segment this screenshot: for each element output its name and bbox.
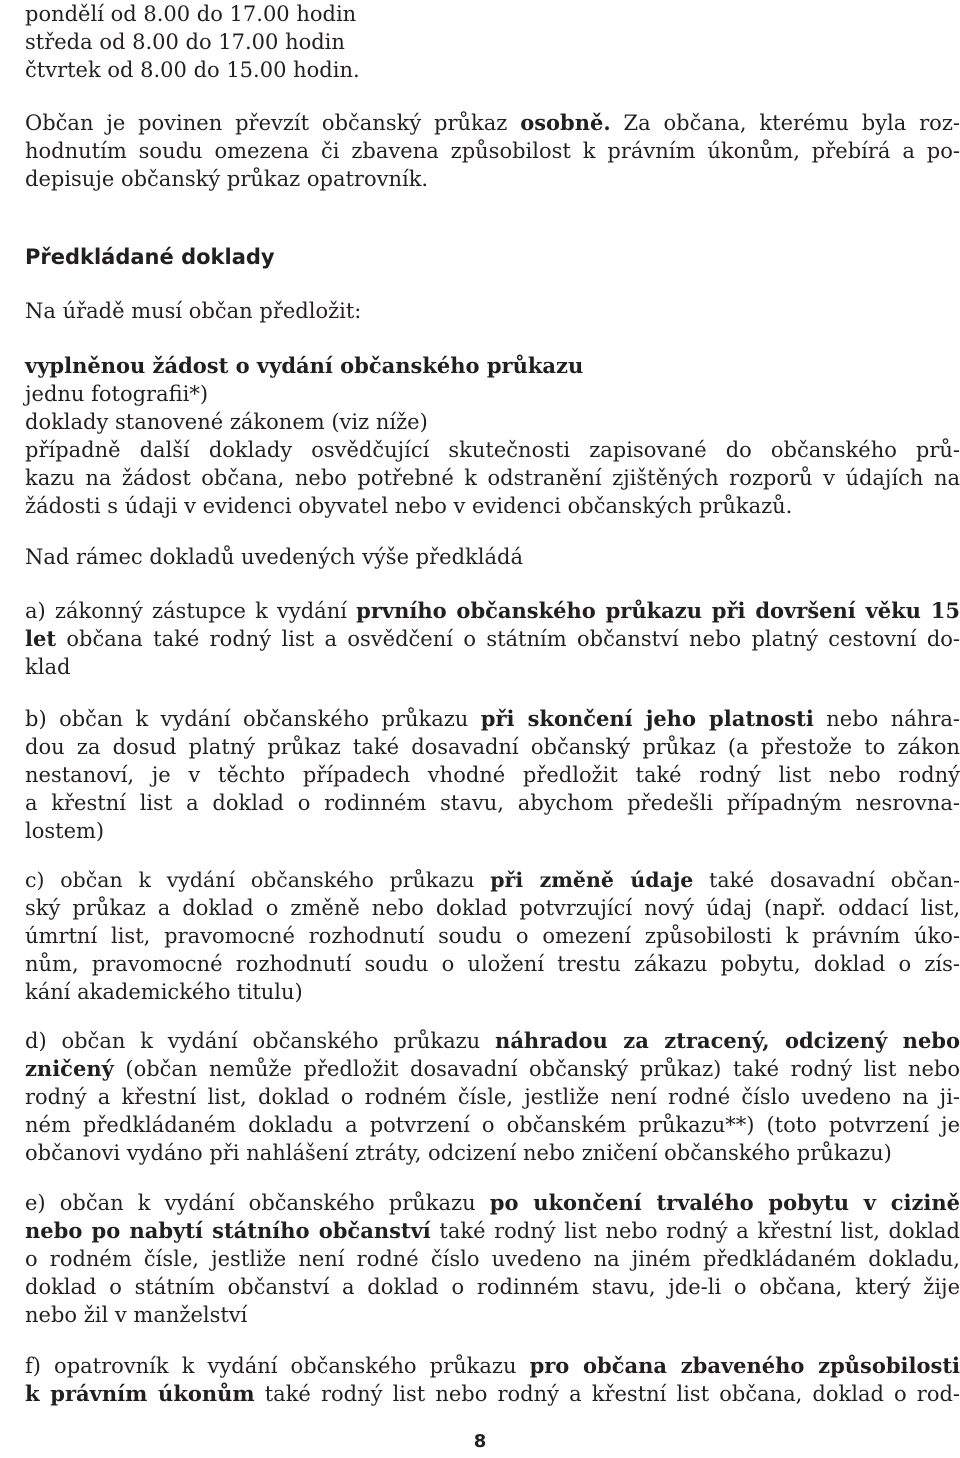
office-hours-monday: pondělí od 8.00 do 17.00 hodin — [25, 2, 357, 26]
list-item-other-line-1: případně další doklady osvědčující skutečnosti zapisované do občanského prů- — [25, 438, 960, 462]
item-e-line-1: e) občan k vydání občanského průkazu po ukončení trvalého pobytu v cizině — [25, 1190, 960, 1215]
item-d-line-2: zničený (občan nemůže předložit dosavadní občanský průkaz) také rodný list nebo — [25, 1056, 960, 1081]
item-c-line-3: úmrtní list, pravomocné rozhodnutí soudu o omezení způsobilosti k právním úko- — [25, 924, 960, 948]
item-e-line-4: doklad o státním občanství a doklad o rodinném stavu, jde-li o občana, který žije — [25, 1275, 960, 1299]
list-item-other-line-3: žádosti s údaji v evidenci obyvatel nebo v evidenci občanských průkazů. — [25, 494, 793, 518]
item-f-line-1: f) opatrovník k vydání občanského průkazu pro občana zbaveného způsobilosti — [25, 1353, 960, 1378]
item-a-line-2: let občana také rodný list a osvědčení o státním občanství nebo platný cestovní do- — [25, 626, 960, 651]
item-f-line-2: k právním úkonům také rodný list nebo rodný a křestní list občana, doklad o rod- — [25, 1381, 960, 1406]
list-item-other-line-2: kazu na žádost občana, nebo potřebné k odstranění zjištěných rozporů v údajích na — [25, 466, 960, 490]
item-e-line-5: nebo žil v manželství — [25, 1303, 248, 1327]
item-d-line-3: rodný a křestní list, doklad o rodném čísle, jestliže není rodné číslo uvedeno na ji- — [25, 1085, 960, 1109]
item-d-line-1: d) občan k vydání občanského průkazu náhradou za ztracený, odcizený nebo — [25, 1028, 960, 1053]
item-d-line-4: ném předkládaném dokladu a potvrzení o občanském průkazu**) (toto potvrzení je — [25, 1113, 960, 1137]
list-item-application: vyplněnou žádost o vydání občanského průkazu — [25, 353, 584, 378]
item-c-line-1: c) občan k vydání občanského průkazu při změně údaje také dosavadní občan- — [25, 868, 960, 892]
list-item-documents: doklady stanovené zákonem (viz níže) — [25, 410, 428, 434]
item-b-line-5: lostem) — [25, 819, 105, 843]
item-e-line-2: nebo po nabytí státního občanství také rodný list nebo rodný a křestní list, doklad — [25, 1218, 960, 1243]
personal-pickup-line-3: depisuje občanský průkaz opatrovník. — [25, 167, 429, 191]
list-item-photo: jednu fotografii*) — [25, 382, 209, 406]
item-c-line-2: ský průkaz a doklad o změně nebo doklad potvrzující nový údaj (např. oddací list, — [25, 896, 960, 920]
beyond-intro: Nad rámec dokladů uvedených výše předkládá — [25, 545, 523, 569]
item-b-line-3: nestanoví, je v těchto případech vhodné předložit také rodný list nebo rodný — [25, 763, 960, 787]
item-e-line-3: o rodném čísle, jestliže není rodné číslo uvedeno na jiném předkládaném dokladu, — [25, 1247, 960, 1271]
item-a-line-3: klad — [25, 655, 71, 679]
item-c-line-4: nům, pravomocné rozhodnutí soudu o uložení trestu zákazu pobytu, doklad o zís- — [25, 952, 960, 976]
office-hours-wednesday: středa od 8.00 do 17.00 hodin — [25, 30, 345, 54]
section-heading: Předkládané doklady — [25, 245, 275, 269]
item-b-line-1: b) občan k vydání občanského průkazu při skončení jeho platnosti nebo náhra- — [25, 706, 960, 731]
item-c-line-5: kání akademického titulu) — [25, 980, 303, 1004]
item-a-line-1: a) zákonný zástupce k vydání prvního občanského průkazu při dovršení věku 15 — [25, 598, 960, 623]
office-hours-thursday: čtvrtek od 8.00 do 15.00 hodin. — [25, 58, 360, 82]
personal-pickup-line-1: Občan je povinen převzít občanský průkaz osobně. Za občana, kterému byla roz- — [25, 110, 960, 135]
item-b-line-2: dou za dosud platný průkaz také dosavadní občanský průkaz (a přestože to zákon — [25, 735, 960, 759]
item-d-line-5: občanovi vydáno při nahlášení ztráty, odcizení nebo zničení občanského průkazu) — [25, 1141, 892, 1165]
personal-pickup-line-2: hodnutím soudu omezena či zbavena způsobilost k právním úkonům, přebírá a po- — [25, 139, 960, 163]
intro-text: Na úřadě musí občan předložit: — [25, 299, 362, 323]
page-number: 8 — [473, 1431, 487, 1452]
item-b-line-4: a křestní list a doklad o rodinném stavu, abychom předešli případným nesrovna- — [25, 791, 960, 815]
